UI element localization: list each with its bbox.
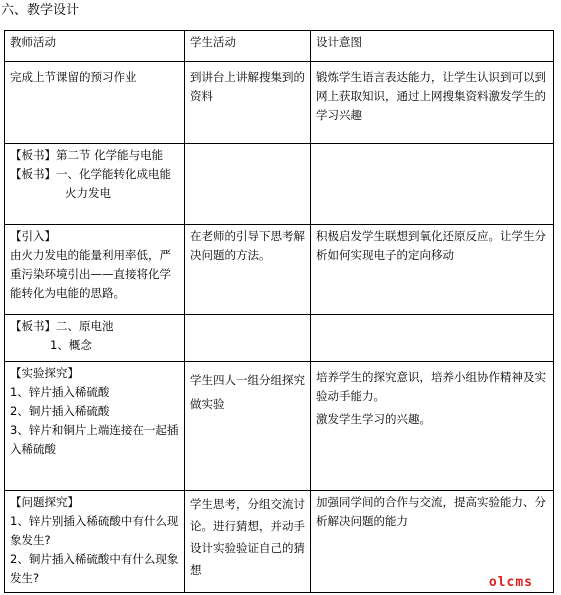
cell-text: 2、铜片插入稀硫酸中有什么现象发生? — [10, 552, 179, 585]
cell-student — [185, 491, 311, 593]
cell-student — [185, 144, 311, 225]
header-teacher-activity: 教师活动 — [5, 31, 185, 62]
cell-text: 2、铜片插入稀硫酸 — [10, 404, 110, 418]
cell-text: 1、锌片插入稀硫酸 — [10, 385, 110, 399]
cell-intent — [311, 144, 554, 225]
cell-teacher — [5, 315, 185, 362]
cell-text: 加强同学间的合作与交流，提高实验能力、分析解决问题的能力 — [316, 495, 546, 528]
cell-text: 3、锌片和铜片上端连接在一起插入稀硫酸 — [10, 423, 179, 456]
cell-text: 锻炼学生语言表达能力，让学生认识到可以到网上获取知识，通过上网搜集资料激发学生的学习兴趣 — [316, 70, 546, 122]
table-row — [5, 225, 554, 315]
cell-text: 【板书】第二节 化学能与电能 — [10, 148, 164, 162]
cell-text: 【引入】 — [10, 229, 56, 243]
cell-teacher — [5, 144, 185, 225]
cell-teacher — [5, 491, 185, 593]
teaching-design-table — [4, 30, 554, 593]
cell-text: 1、锌片别插入稀硫酸中有什么现象发生? — [10, 514, 179, 547]
cell-text: 积极启发学生联想到氧化还原反应。让学生分析如何实现电子的定向移动 — [316, 229, 546, 262]
cell-text: 培养学生的探究意识，培养小组协作精神及实验动手能力。 — [316, 370, 546, 403]
cell-text: 激发学生学习的兴趣。 — [316, 412, 431, 426]
cell-text: 【板书】一、化学能转化成电能 — [10, 167, 171, 181]
table-row — [5, 62, 554, 144]
cell-intent — [311, 315, 554, 362]
cell-intent — [311, 225, 554, 315]
cell-student — [185, 62, 311, 144]
cell-text: 学生思考，分组交流讨论。进行猜想，并动手设计实验验证自己的猜想 — [190, 497, 305, 577]
cell-teacher — [5, 62, 185, 144]
cell-student — [185, 225, 311, 315]
cell-text: 完成上节课留的预习作业 — [10, 70, 137, 84]
cell-text: 【问题探究】 — [10, 495, 79, 509]
cell-teacher — [5, 362, 185, 491]
cell-intent — [311, 62, 554, 144]
watermark: olcms — [488, 575, 533, 590]
cell-text: 到讲台上讲解搜集到的资料 — [190, 70, 305, 103]
cell-text: 在老师的引导下思考解决问题的方法。 — [190, 229, 305, 262]
table-row — [5, 315, 554, 362]
header-student-activity: 学生活动 — [185, 31, 311, 62]
cell-text: 【实验探究】 — [10, 366, 79, 380]
cell-text: 由火力发电的能量利用率低，严重污染环境引出——直接将化学能转化为电能的思路。 — [10, 248, 171, 300]
cell-teacher — [5, 225, 185, 315]
table-row — [5, 362, 554, 491]
header-design-intent: 设计意图 — [311, 31, 554, 62]
cell-student — [185, 362, 311, 491]
table-row — [5, 144, 554, 225]
cell-student — [185, 315, 311, 362]
table-header-row — [5, 31, 554, 62]
table-row — [5, 491, 554, 593]
cell-text: 1、概念 — [50, 338, 92, 352]
cell-text: 【板书】二、原电池 — [10, 319, 114, 333]
cell-intent — [311, 362, 554, 491]
cell-text: 学生四人一组分组探究做实验 — [190, 373, 305, 411]
cell-text: 火力发电 — [65, 186, 111, 200]
section-title: 六、教学设计 — [1, 3, 80, 18]
